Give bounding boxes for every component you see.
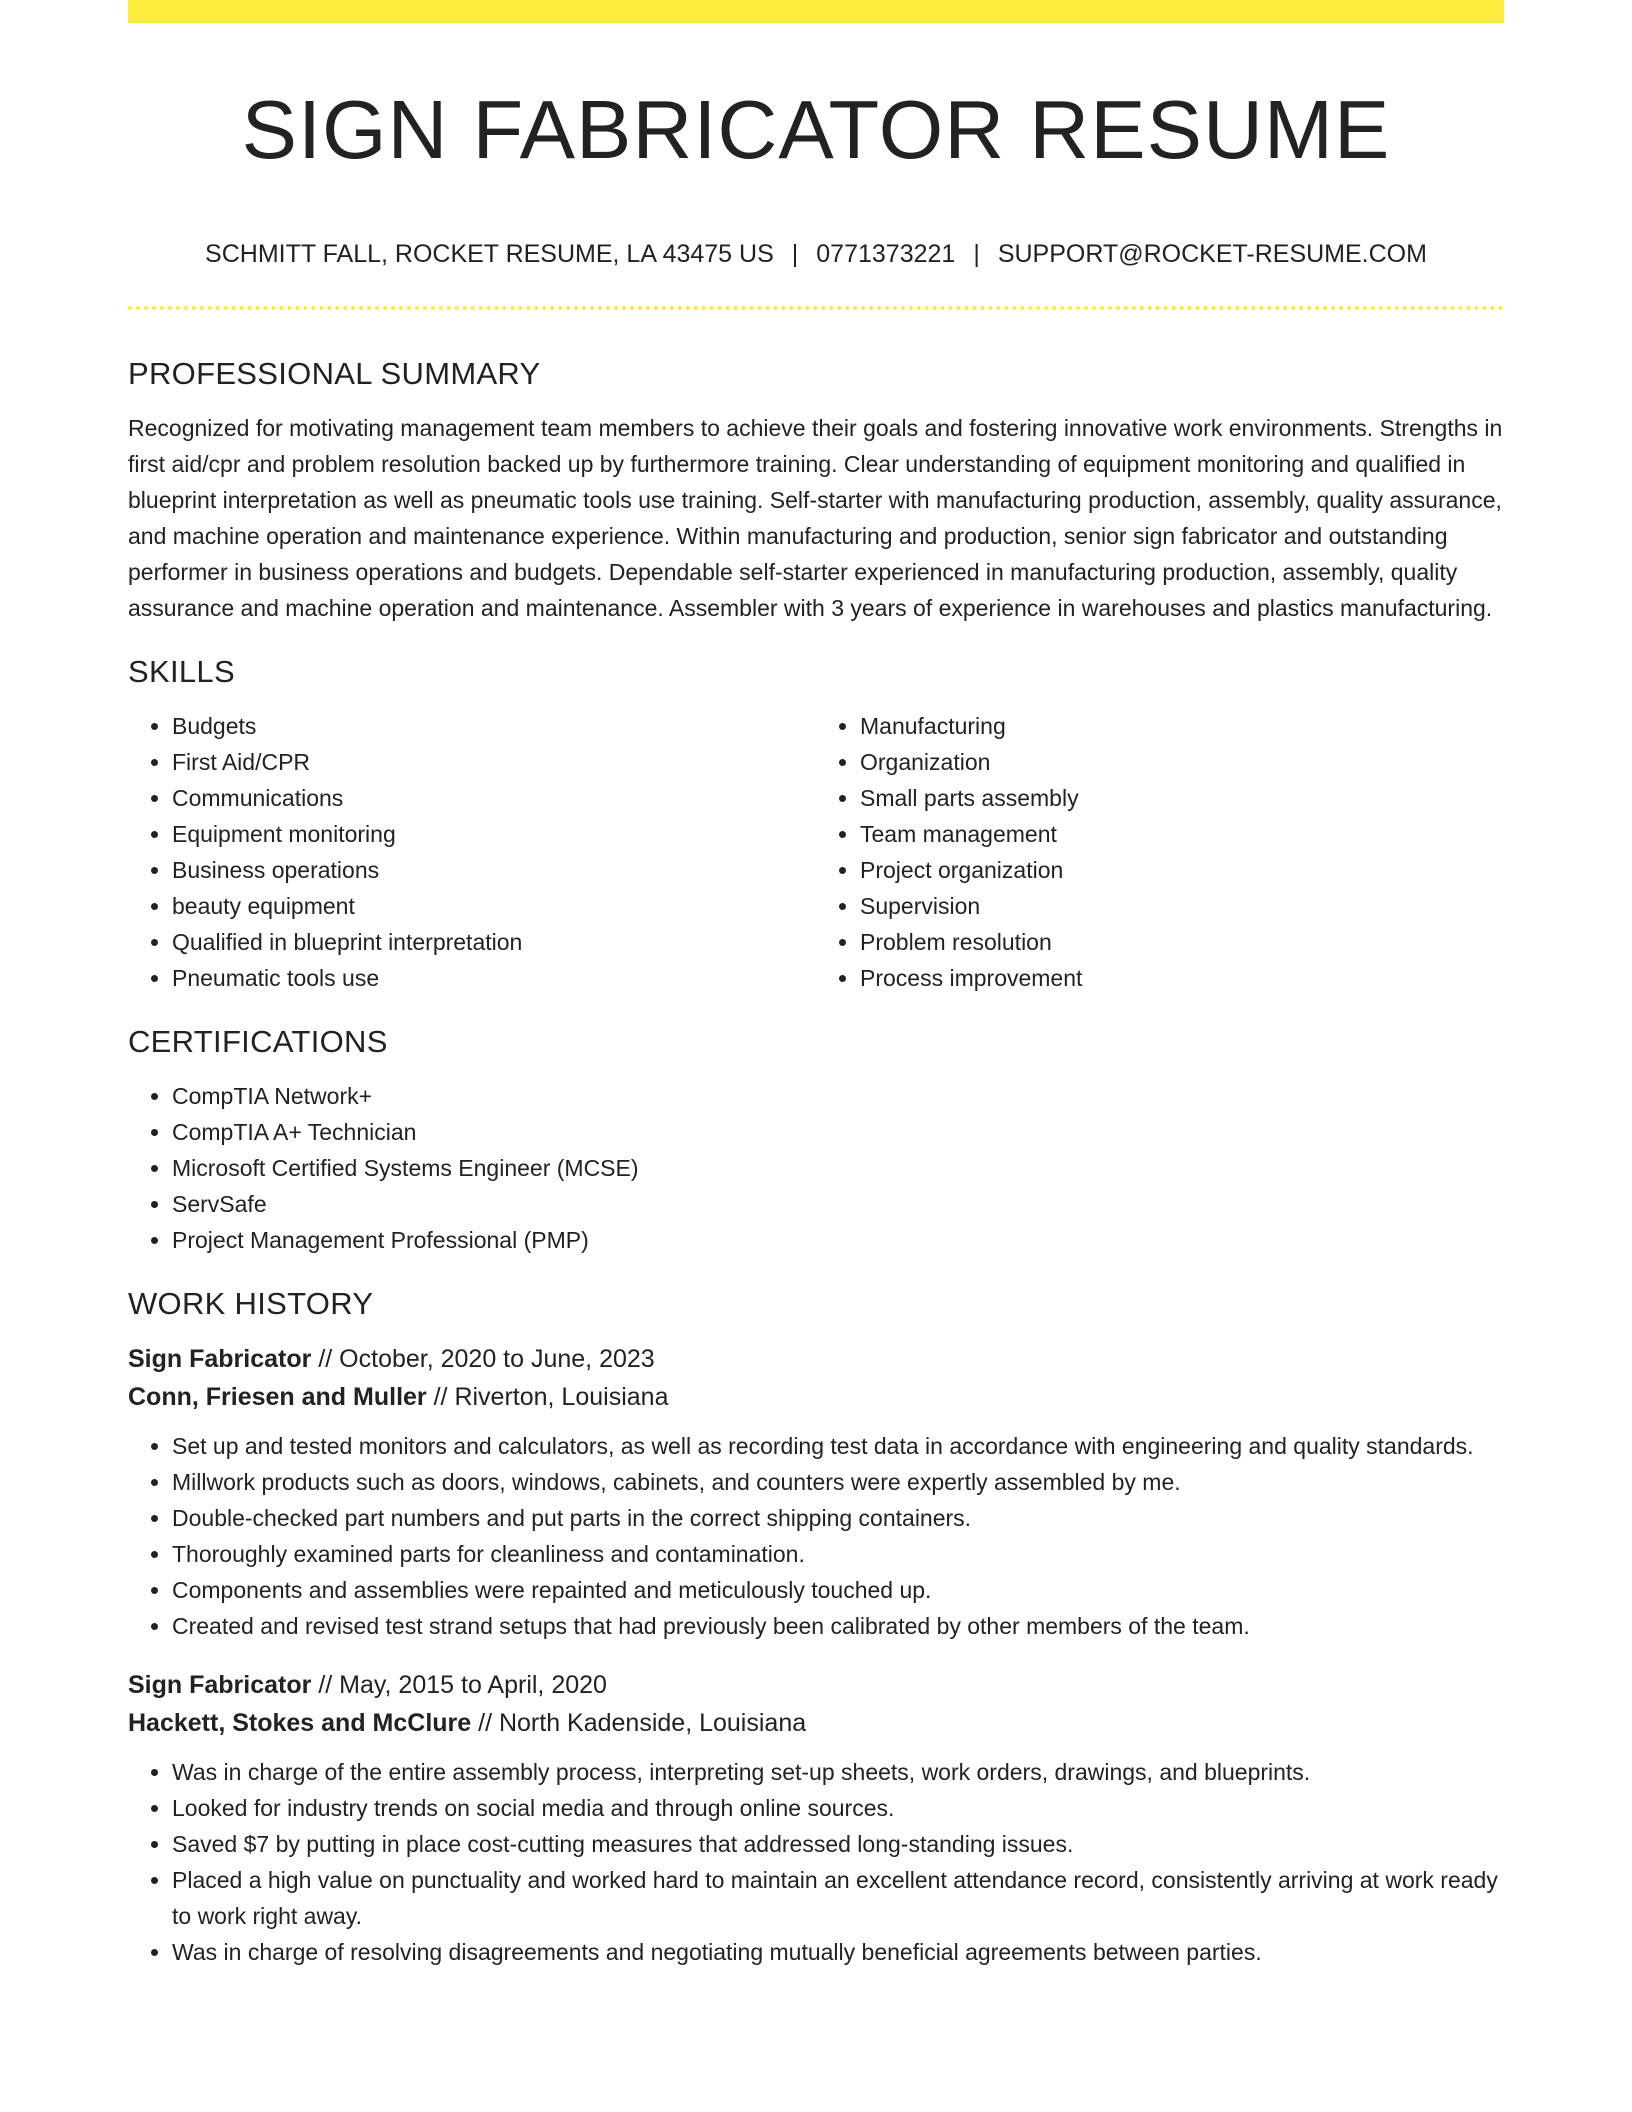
skill-item: • Organization [860, 744, 1504, 780]
skill-item: • Manufacturing [860, 708, 1504, 744]
job-company: Hackett, Stokes and McClure [128, 1709, 472, 1737]
skill-item: • Supervision [860, 888, 1504, 924]
job-bullet: • Millwork products such as doors, windows, cabinets, and counters were expertly assembled by me. [172, 1464, 1504, 1500]
work-history-heading: WORK HISTORY [128, 1286, 374, 1321]
job-location: North Kadenside, Louisiana [498, 1709, 807, 1737]
skill-item: • Equipment monitoring [172, 816, 816, 852]
job-bullet: • Set up and tested monitors and calculators, as well as recording test data in accordance with engineering and quality standards. [172, 1428, 1504, 1464]
job-bullet: • Was in charge of the entire assembly process, interpreting set-up sheets, work orders, drawings, and blueprints. [172, 1754, 1504, 1790]
work-history-section [128, 1282, 1504, 1970]
job-entry [128, 1666, 1504, 1970]
summary-section [128, 352, 1504, 626]
skill-item: • First Aid/CPR [172, 744, 816, 780]
contact-phone: 0771373221 [816, 240, 956, 268]
job-location: Riverton, Louisiana [454, 1383, 669, 1411]
skill-item: • Problem resolution [860, 924, 1504, 960]
job-entry [128, 1340, 1504, 1644]
contact-address: SCHMITT FALL, ROCKET RESUME, LA 43475 US [205, 240, 774, 268]
skill-item: • Qualified in blueprint interpretation [172, 924, 816, 960]
job-bullet: • Created and revised test strand setups that had previously been calibrated by other members of the team. [172, 1608, 1504, 1644]
certifications-section [128, 1020, 1504, 1258]
skills-heading: SKILLS [128, 654, 235, 689]
skill-item: • Communications [172, 780, 816, 816]
page-title: SIGN FABRICATOR RESUME [241, 83, 1391, 176]
skills-grid [128, 708, 1504, 996]
certifications-heading: CERTIFICATIONS [128, 1024, 388, 1059]
skills-list-left [128, 708, 816, 996]
job-company: Conn, Friesen and Muller [128, 1383, 427, 1411]
job-bullets [128, 1754, 1504, 1970]
skill-item: • Business operations [172, 852, 816, 888]
skill-item: • beauty equipment [172, 888, 816, 924]
job-dates: October, 2020 to June, 2023 [339, 1345, 655, 1373]
resume-content [128, 352, 1504, 1970]
job-dates: May, 2015 to April, 2020 [339, 1671, 607, 1699]
summary-heading: PROFESSIONAL SUMMARY [128, 356, 541, 391]
job-title: Sign Fabricator [128, 1671, 312, 1699]
certification-item: • CompTIA A+ Technician [172, 1114, 1504, 1150]
certifications-list [128, 1078, 1504, 1258]
job-bullet: • Double-checked part numbers and put parts in the correct shipping containers. [172, 1500, 1504, 1536]
certification-item: • Project Management Professional (PMP) [172, 1222, 1504, 1258]
job-bullet: • Placed a high value on punctuality and worked hard to maintain an excellent attendance record, consistently arriving at work ready to work right away. [172, 1862, 1504, 1934]
certification-item: • Microsoft Certified Systems Engineer (MCSE) [172, 1150, 1504, 1186]
skill-item: • Team management [860, 816, 1504, 852]
skill-item: • Project organization [860, 852, 1504, 888]
skills-section [128, 650, 1504, 996]
job-company-line: Hackett, Stokes and McClure // North Kadenside, Louisiana [128, 1709, 807, 1737]
job-title-line: Sign Fabricator // October, 2020 to June, 2023 [128, 1345, 655, 1373]
contact-line [128, 236, 1504, 272]
top-accent-bar [128, 0, 1504, 23]
job-title-line: Sign Fabricator // May, 2015 to April, 2020 [128, 1671, 607, 1699]
certification-item: • CompTIA Network+ [172, 1078, 1504, 1114]
job-bullet: • Looked for industry trends on social media and through online sources. [172, 1790, 1504, 1826]
certification-item: • ServSafe [172, 1186, 1504, 1222]
job-bullet: • Thoroughly examined parts for cleanliness and contamination. [172, 1536, 1504, 1572]
skills-list-right [816, 708, 1504, 996]
contact-email: SUPPORT@ROCKET-RESUME.COM [997, 240, 1427, 268]
skill-item: • Small parts assembly [860, 780, 1504, 816]
skill-item: • Pneumatic tools use [172, 960, 816, 996]
summary-text: Recognized for motivating management team members to achieve their goals and fostering innovative work environments. Strengths in first aid/cpr and problem resolution backed up by furthermore training. Clear understanding of equipment monitoring and qualified in blueprint interpretation as well as pneumatic tools use training. Self-starter with manufacturing production, assembly, quality assurance, and machine operation and maintenance experience. Within manufacturing and production, senior sign fabricator and outstanding performer in business operations and budgets. Dependable self-starter experienced in manufacturing production, assembly, quality assurance and machine operation and maintenance. Assembler with 3 years of experience in warehouses and plastics manufacturing. [128, 415, 1503, 621]
job-bullet: • Was in charge of resolving disagreements and negotiating mutually beneficial agreements between parties. [172, 1934, 1504, 1970]
dotted-divider [128, 306, 1504, 310]
job-bullet: • Components and assemblies were repainted and meticulously touched up. [172, 1572, 1504, 1608]
skill-item: • Process improvement [860, 960, 1504, 996]
job-company-line: Conn, Friesen and Muller // Riverton, Louisiana [128, 1383, 669, 1411]
skill-item: • Budgets [172, 708, 816, 744]
contact-separator: | [973, 240, 980, 268]
job-title: Sign Fabricator [128, 1345, 312, 1373]
job-bullet: • Saved $7 by putting in place cost-cutting measures that addressed long-standing issues. [172, 1826, 1504, 1862]
contact-separator: | [791, 240, 799, 268]
job-bullets [128, 1428, 1504, 1644]
